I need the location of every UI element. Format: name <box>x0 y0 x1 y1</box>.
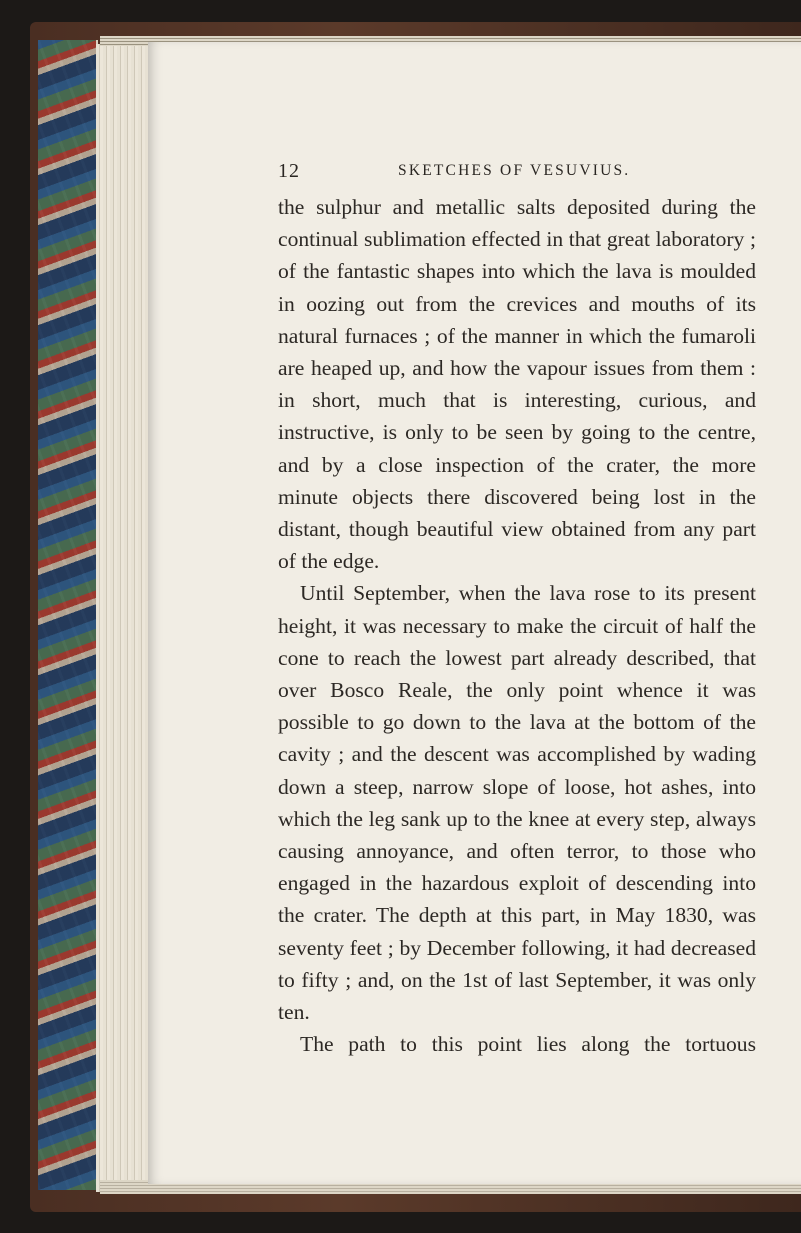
book-page <box>148 42 801 1184</box>
running-head: SKETCHES OF VESUVIUS. <box>398 162 631 179</box>
page-header <box>278 160 778 186</box>
body-text <box>278 191 756 1060</box>
paragraph-continued: the sulphur and metallic salts deposited during the continual sublimation effected in that great laboratory ; of the fantastic shapes into which the lava is moulded in oozing out from the crevices and mouths of its natural furnaces ; of the manner in which the fumaroli are heaped up, and how the vapour issues from them : in short, much that is interesting, curious, and instructive, is only to be seen by going to the centre, and by a close inspection of the crater, the more minute objects there discovered being lost in the distant, though beautiful view obtained from any part of the edge. <box>278 195 756 574</box>
paragraph-until-september: Until September, when the lava rose to its present height, it was necessary to make the circuit of half the cone to reach the lowest part already described, that over Bosco Reale, the only point whence it was possible to go down to the lava at the bottom of the cavity ; and the descent was accomplished by wading down a steep, narrow slope of loose, hot ashes, into which the leg sank up to the knee at every step, always causing annoyance, and often terror, to those who engaged in the hazardous exploit of descending into the crater. The depth at this part, in May 1830, was seventy feet ; by December following, it had decreased to fifty ; and, on the 1st of last September, it was only ten. <box>278 581 756 1025</box>
paragraph-path: The path to this point lies along the tortuous <box>300 1032 756 1057</box>
page-number: 12 <box>278 160 300 182</box>
marbled-endpaper <box>38 40 98 1190</box>
page-edges <box>96 44 152 1192</box>
